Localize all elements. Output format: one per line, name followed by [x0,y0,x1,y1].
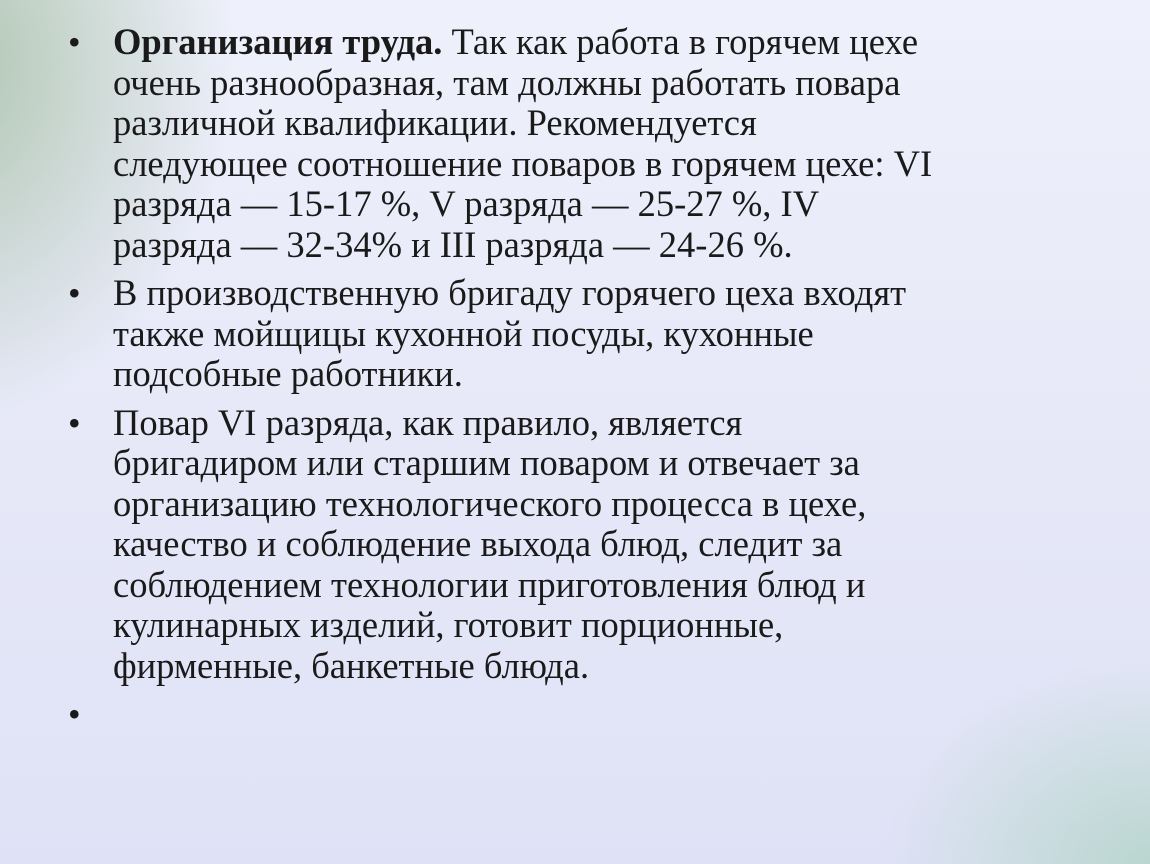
text-line: разряда — 15-17 %, V разряда — 25-27 %, IV [113,183,820,224]
text-line: очень разнообразная, там должны работать повара [113,61,901,103]
bullet-icon: • [68,273,81,313]
text-line: качество и соблюдение выхода блюд, следит за [113,523,843,564]
bullet-text [113,273,1118,395]
text-line: разряда — 32-34% и III разряда — 24-26 %. [113,223,793,265]
text-line: различной квалификации. Рекомендуется [113,102,757,143]
text-line: бригадиром или старшим поваром и отвечает за [113,442,860,483]
bullet-icon: • [68,22,81,62]
bullet-icon: • [68,694,81,734]
bullet-item-brigade [68,273,1118,395]
text-line: организацию технологического процесса в цехе, [113,482,867,524]
bullet-text [113,403,1118,687]
bullet-item-empty [68,694,1118,735]
bullet-list [68,22,1118,743]
text-line: кулинарных изделий, готовит порционные, [113,604,784,645]
text-line: В производственную бригаду горячего цеха входят [113,272,907,313]
text-line-rest: Так как работа в горячем цехе [442,21,919,62]
text-line: следующее соотношение поваров в горячем цехе: VI [113,142,933,184]
text-line: фирменные, банкетные блюда. [113,644,590,686]
text-line: также мойщицы кухонной посуды, кухонные [113,312,814,354]
bullet-item-labor-organization [68,22,1118,265]
bullet-text [113,22,1118,265]
text-line: Повар VI разряда, как правило, является [113,401,743,443]
text-line: соблюдением технологии приготовления блюд и [113,563,866,605]
bullet-icon: • [68,402,81,443]
bold-lead: Организация труда. [113,21,443,62]
text-line: подсобные работники. [113,353,463,394]
bullet-item-chef-duties [68,403,1118,687]
text-line [113,22,1118,63]
